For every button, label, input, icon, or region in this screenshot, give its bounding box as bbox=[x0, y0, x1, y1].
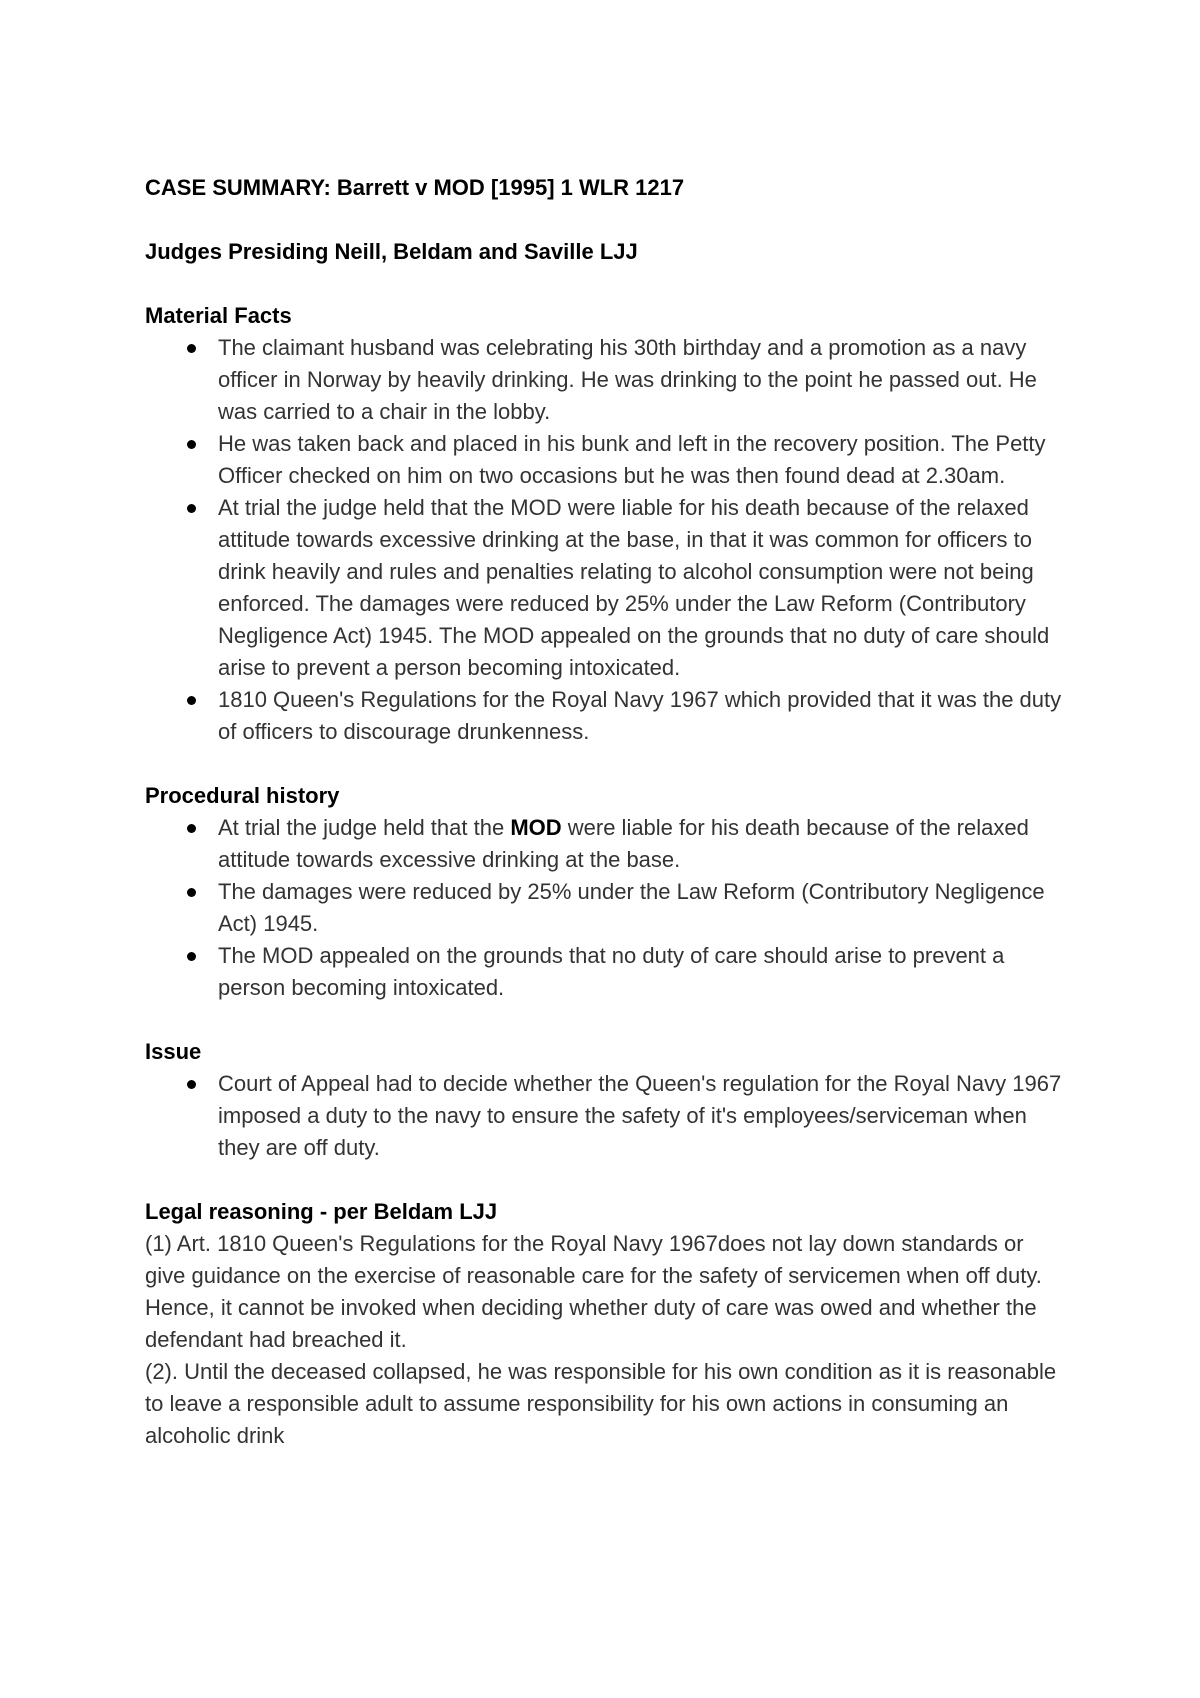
spacer bbox=[145, 1164, 1065, 1196]
issue-heading: Issue bbox=[145, 1039, 202, 1064]
list-item-text: The claimant husband was celebrating his 30th birthday and a promotion as a navy officer in Norway by heavily drinking. He was drinking to the point he passed out. He was carried to a chair in the lobby. bbox=[218, 335, 1037, 424]
bullet-icon bbox=[187, 696, 196, 705]
list-item-text: He was taken back and placed in his bunk and left in the recovery position. The Petty Officer checked on him on two occasions but he was then found dead at 2.30am. bbox=[218, 431, 1046, 488]
spacer bbox=[145, 204, 1065, 236]
list-item-text: The MOD appealed on the grounds that no duty of care should arise to prevent a person becoming intoxicated. bbox=[218, 943, 1005, 1000]
procedural-history-heading: Procedural history bbox=[145, 783, 340, 808]
bold-term-mod: MOD bbox=[510, 815, 562, 840]
list-item bbox=[145, 940, 1065, 1004]
list-item-text: 1810 Queen's Regulations for the Royal Navy 1967 which provided that it was the duty of officers to discourage drunkenness. bbox=[218, 687, 1062, 744]
bullet-icon bbox=[187, 1080, 196, 1089]
bullet-icon bbox=[187, 888, 196, 897]
list-item-text bbox=[218, 815, 1029, 872]
judges-line: Judges Presiding Neill, Beldam and Saville LJJ bbox=[145, 239, 638, 264]
list-item-text: Court of Appeal had to decide whether the Queen's regulation for the Royal Navy 1967 imposed a duty to the navy to ensure the safety of it's employees/serviceman when they are off duty. bbox=[218, 1071, 1062, 1160]
bullet-icon bbox=[187, 440, 196, 449]
bullet-icon bbox=[187, 824, 196, 833]
list-item bbox=[145, 428, 1065, 492]
procedural-history-list bbox=[145, 812, 1065, 1004]
case-title: CASE SUMMARY: Barrett v MOD [1995] 1 WLR 1217 bbox=[145, 175, 685, 200]
reasoning-paragraph: (2). Until the deceased collapsed, he was responsible for his own condition as it is reasonable to leave a responsible adult to assume responsibility for his own actions in consuming an alcoholic drink bbox=[145, 1359, 1057, 1448]
list-item-text: The damages were reduced by 25% under the Law Reform (Contributory Negligence Act) 1945. bbox=[218, 879, 1045, 936]
reasoning-paragraph: (1) Art. 1810 Queen's Regulations for the Royal Navy 1967does not lay down standards or give guidance on the exercise of reasonable care for the safety of servicemen when off duty. Hence, it cannot be invoked when deciding whether duty of care was owed and whether the defendant had breached it. bbox=[145, 1231, 1042, 1352]
list-item bbox=[145, 876, 1065, 940]
list-item-text-part: were liable for his death because of the relaxed attitude towards excessive drinking at the base. bbox=[218, 815, 1029, 872]
spacer bbox=[145, 268, 1065, 300]
list-item bbox=[145, 684, 1065, 748]
bullet-icon bbox=[187, 952, 196, 961]
material-facts-list bbox=[145, 332, 1065, 748]
document-body bbox=[145, 172, 1065, 1452]
issue-list bbox=[145, 1068, 1065, 1164]
list-item bbox=[145, 1068, 1065, 1164]
material-facts-heading: Material Facts bbox=[145, 303, 292, 328]
spacer bbox=[145, 748, 1065, 780]
legal-reasoning-heading: Legal reasoning - per Beldam LJJ bbox=[145, 1199, 498, 1224]
list-item bbox=[145, 332, 1065, 428]
list-item bbox=[145, 812, 1065, 876]
list-item-text-part: At trial the judge held that the bbox=[218, 815, 511, 840]
list-item-text: At trial the judge held that the MOD were liable for his death because of the relaxed attitude towards excessive drinking at the base, in that it was common for officers to drink heavily and rules and penalties relating to alcohol consumption were not being enforced. The damages were reduced by 25% under the Law Reform (Contributory Negligence Act) 1945. The MOD appealed on the grounds that no duty of care should arise to prevent a person becoming intoxicated. bbox=[218, 495, 1050, 680]
list-item bbox=[145, 492, 1065, 684]
spacer bbox=[145, 1004, 1065, 1036]
bullet-icon bbox=[187, 344, 196, 353]
bullet-icon bbox=[187, 504, 196, 513]
